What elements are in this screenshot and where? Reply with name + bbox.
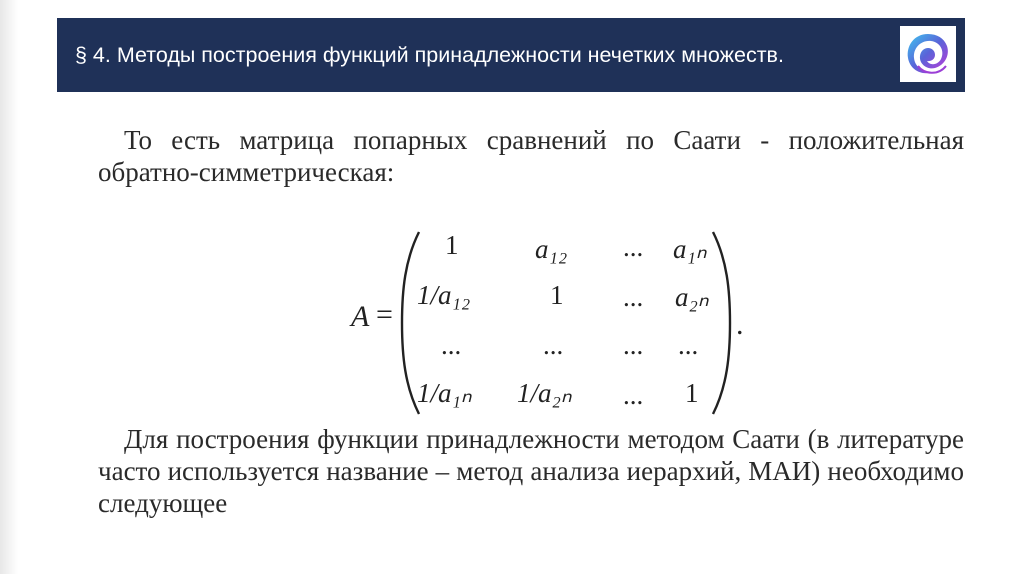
paragraph-saaty-matrix [98,124,964,188]
matrix-cell-2-1: 1/a₁₂ [417,280,471,310]
formula-period: . [736,308,744,341]
paragraph-saaty-method [98,423,964,519]
matrix-cell-4-2: 1/a₂ₙ [517,378,572,408]
slide-title: § 4. Методы построения функций принадлежности нечетких множеств. [75,43,784,67]
matrix-cell-1-4: a₁ₙ [673,234,707,264]
equals-sign: = [376,298,393,331]
matrix-cell-3-4: ... [678,330,699,360]
matrix-cell-2-3: ... [623,282,644,312]
slide-left-shadow [0,0,18,574]
matrix-cell-4-1: 1/a₁ₙ [417,378,472,408]
matrix-cell-1-2: a₁₂ [535,234,568,264]
saaty-matrix-formula [345,222,765,422]
right-parenthesis [711,230,733,416]
matrix-lhs: A [351,300,370,333]
matrix-cell-4-3: ... [623,380,644,410]
matrix-cell-3-3: ... [623,330,644,360]
paragraph-text: Для построения функции принадлежности методом Саати (в литературе часто используется название – метод анализа иерархий, МАИ) необходимо следующее [98,424,964,518]
matrix-cell-3-2: ... [543,330,564,360]
swirl-logo-icon [900,26,956,82]
slide-header [57,18,965,92]
paragraph-text: То есть матрица попарных сравнений по Саати - положительная обратно-симметрическая: [98,125,964,187]
matrix-cell-2-4: a₂ₙ [675,282,709,312]
matrix-cell-1-1: 1 [445,230,459,260]
matrix-cell-4-4: 1 [685,378,699,408]
matrix-cell-2-2: 1 [550,280,564,310]
matrix-cell-3-1: ... [441,330,462,360]
matrix-cell-1-3: ... [623,232,644,262]
